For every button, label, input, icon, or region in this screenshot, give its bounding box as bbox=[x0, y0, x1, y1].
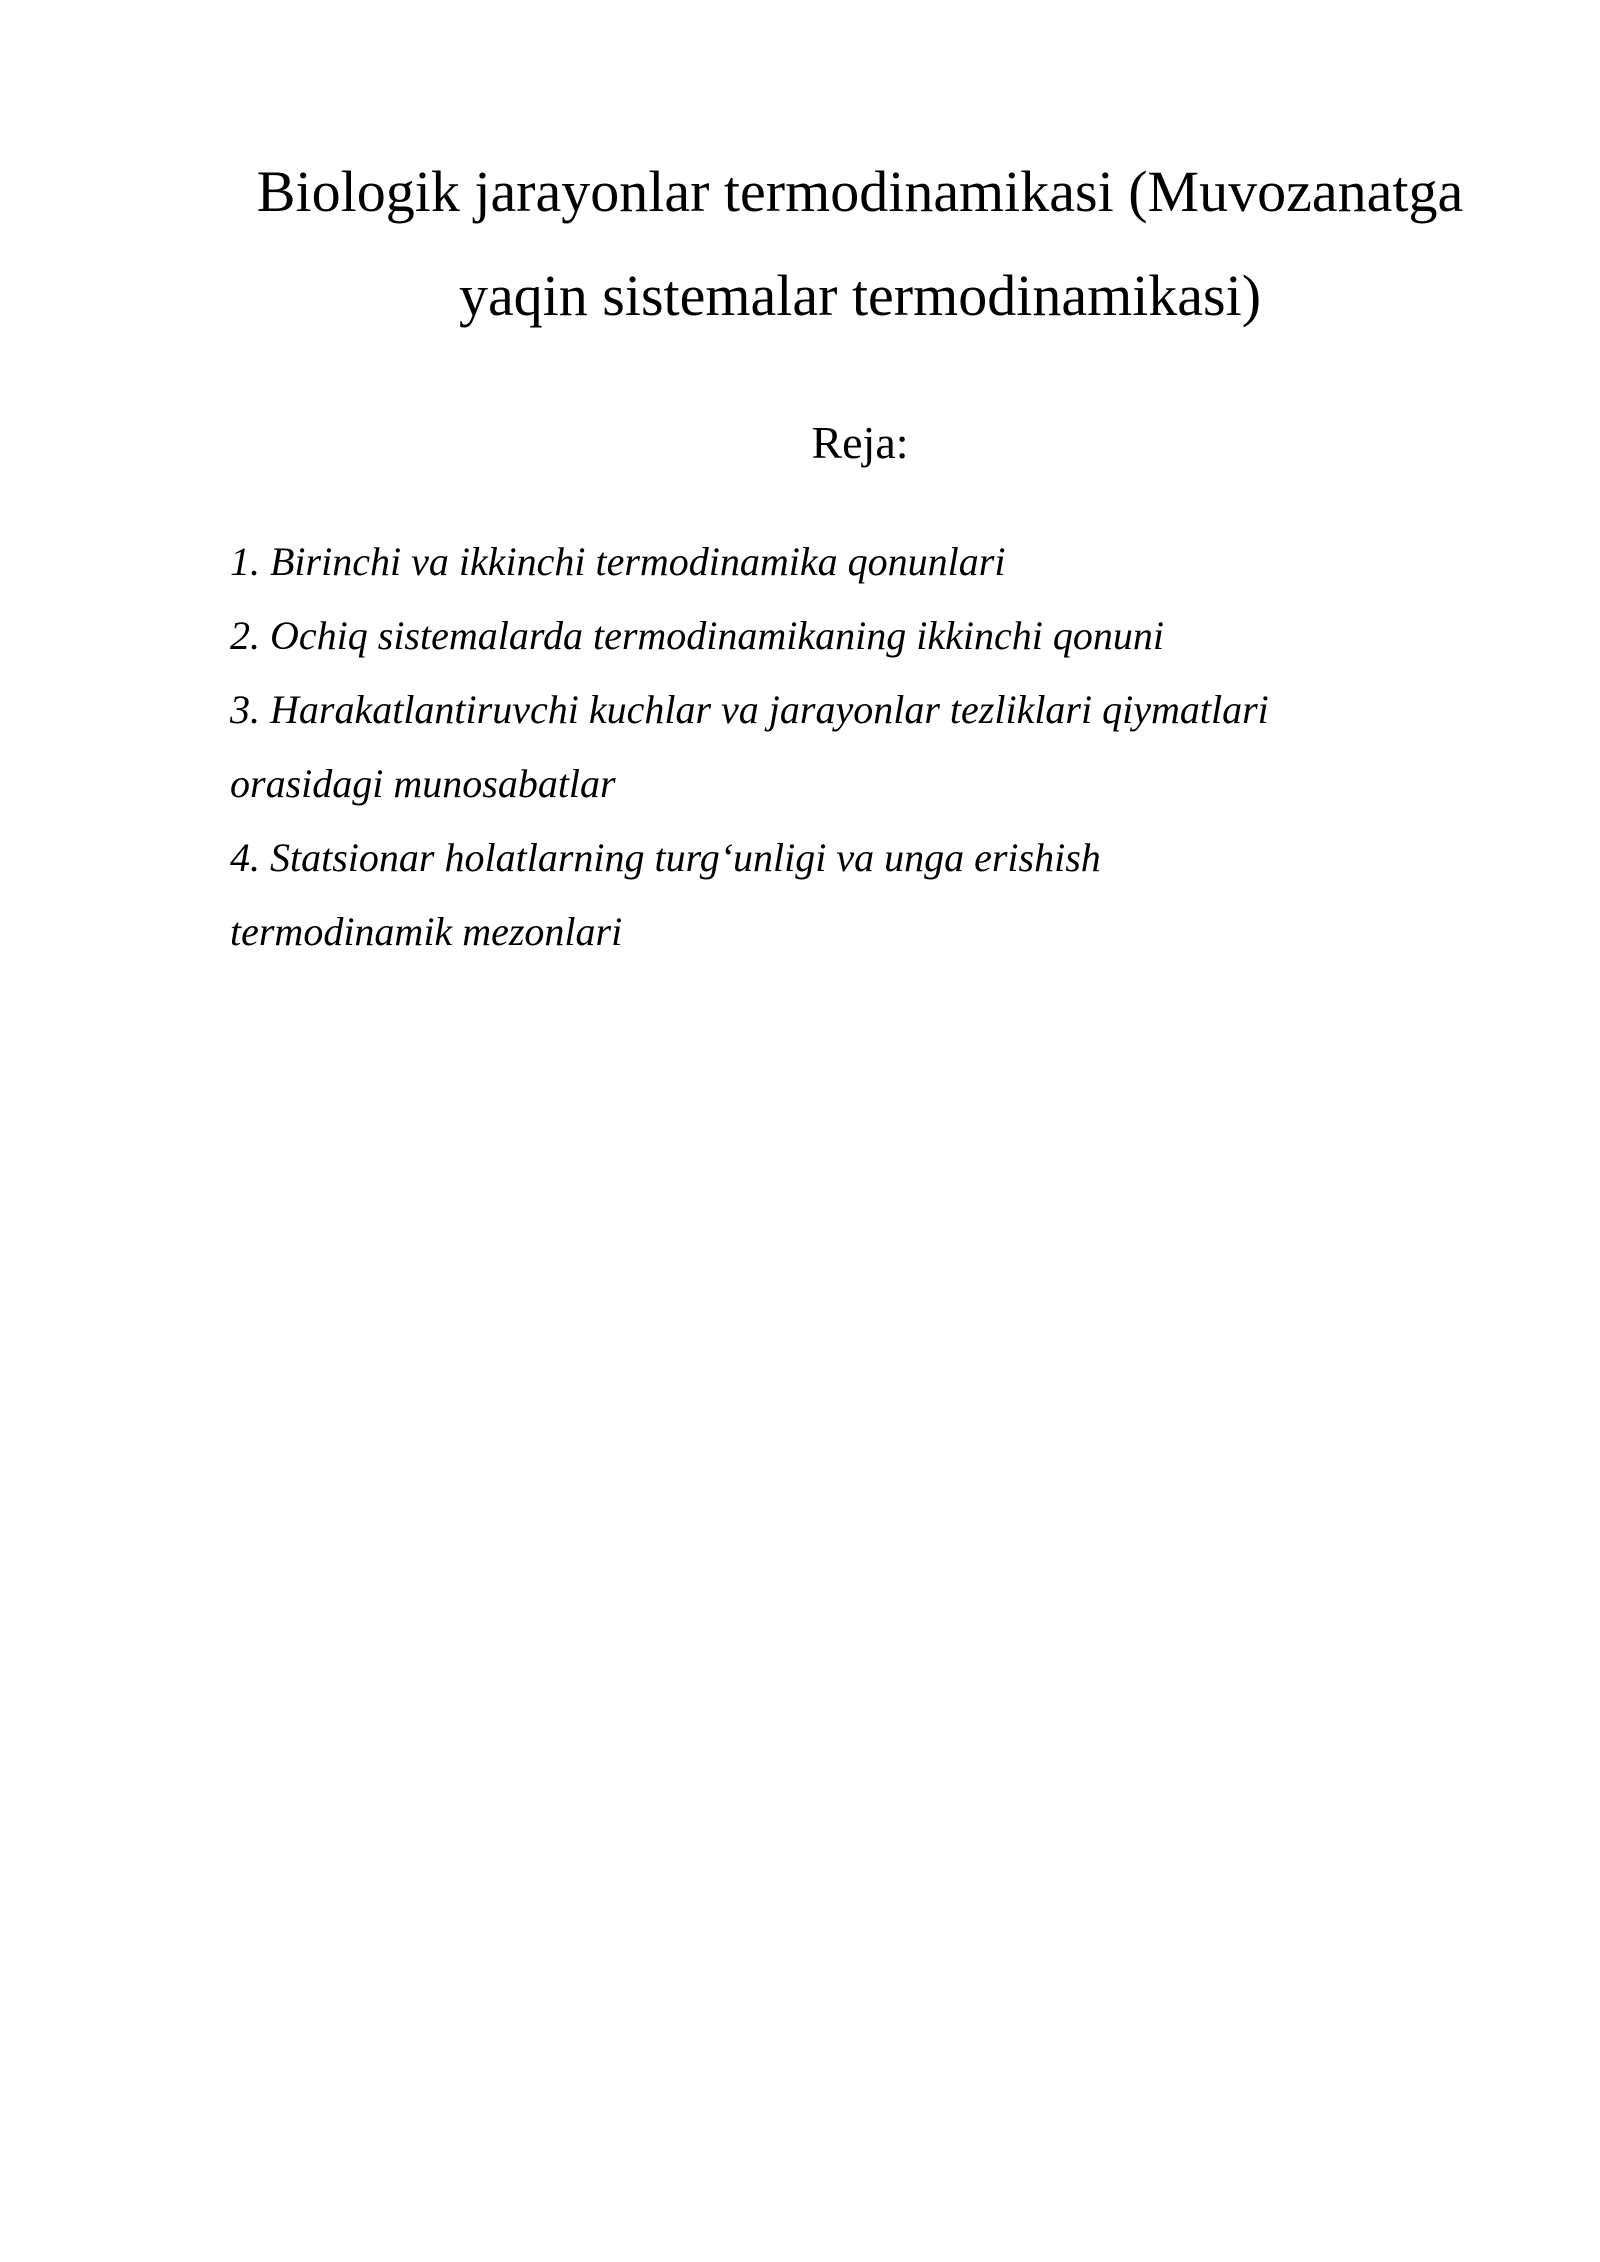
plan-item-3 bbox=[230, 673, 1490, 821]
plan-item-3-line-1: 3. Harakatlantiruvchi kuchlar va jarayonlar tezliklari qiymatlari bbox=[230, 687, 1269, 732]
plan-item-4 bbox=[230, 821, 1490, 969]
plan-item-3-line-2: orasidagi munosabatlar bbox=[230, 761, 616, 806]
plan-list bbox=[230, 525, 1490, 969]
plan-item-2 bbox=[230, 599, 1490, 673]
document-title-line-1: Biologik jarayonlar termodinamikasi (Muvozanatga bbox=[256, 159, 1464, 224]
document-title bbox=[200, 140, 1520, 348]
plan-item-2-line-1: 2. Ochiq sistemalarda termodinamikaning ikkinchi qonuni bbox=[230, 613, 1164, 658]
plan-item-4-line-2: termodinamik mezonlari bbox=[230, 909, 623, 954]
plan-item-1 bbox=[230, 525, 1490, 599]
document-title-line-2: yaqin sistemalar termodinamikasi) bbox=[458, 263, 1262, 328]
plan-heading: Reja: bbox=[811, 417, 909, 468]
plan-item-1-line-1: 1. Birinchi va ikkinchi termodinamika qonunlari bbox=[230, 539, 1006, 584]
plan-item-4-line-1: 4. Statsionar holatlarning turg‘unligi va unga erishish bbox=[230, 835, 1101, 880]
